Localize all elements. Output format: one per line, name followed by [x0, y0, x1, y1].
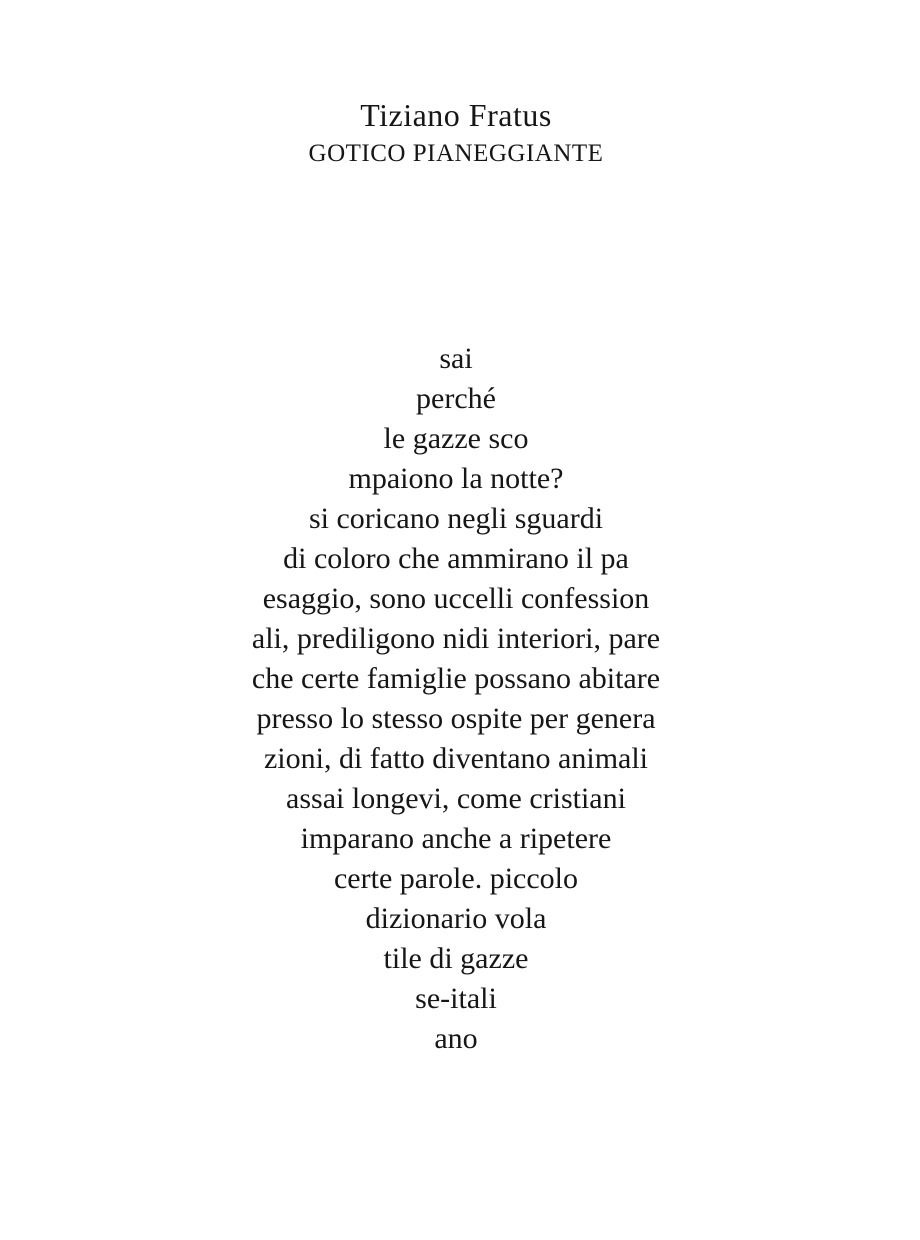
poem-line: dizionario vola [365, 902, 547, 935]
poem-line: tile di gazze [383, 942, 529, 975]
poem-line: imparano anche a ripetere [300, 822, 612, 855]
poem-body [0, 339, 912, 1059]
poem-header [0, 95, 912, 173]
poem-line: le gazze sco [383, 422, 529, 455]
poem-line: che certe famiglie possano abitare [251, 662, 661, 695]
poem-line: assai longevi, come cristiani [286, 782, 626, 815]
poem-line: perché [416, 382, 496, 415]
poem-line: certe parole. piccolo [333, 862, 579, 895]
poem-line: presso lo stesso ospite per genera [256, 702, 656, 735]
poem-line: ano [434, 1022, 478, 1055]
poem-line: ali, prediligono nidi interiori, pare [251, 622, 661, 655]
poem-line: se-itali [415, 982, 497, 1015]
poem-line: zioni, di fatto diventano animali [263, 742, 649, 775]
poem-line: mpaiono la notte? [348, 462, 564, 495]
poem-line: sai [439, 342, 473, 375]
poem-line: di coloro che ammirano il pa [283, 542, 629, 575]
poem-author: Tiziano Fratus [360, 97, 552, 133]
poem-line: si coricano negli sguardi [308, 502, 604, 535]
poem-line: esaggio, sono uccelli confession [262, 582, 650, 615]
poem-title: GOTICO PIANEGGIANTE [308, 140, 604, 167]
